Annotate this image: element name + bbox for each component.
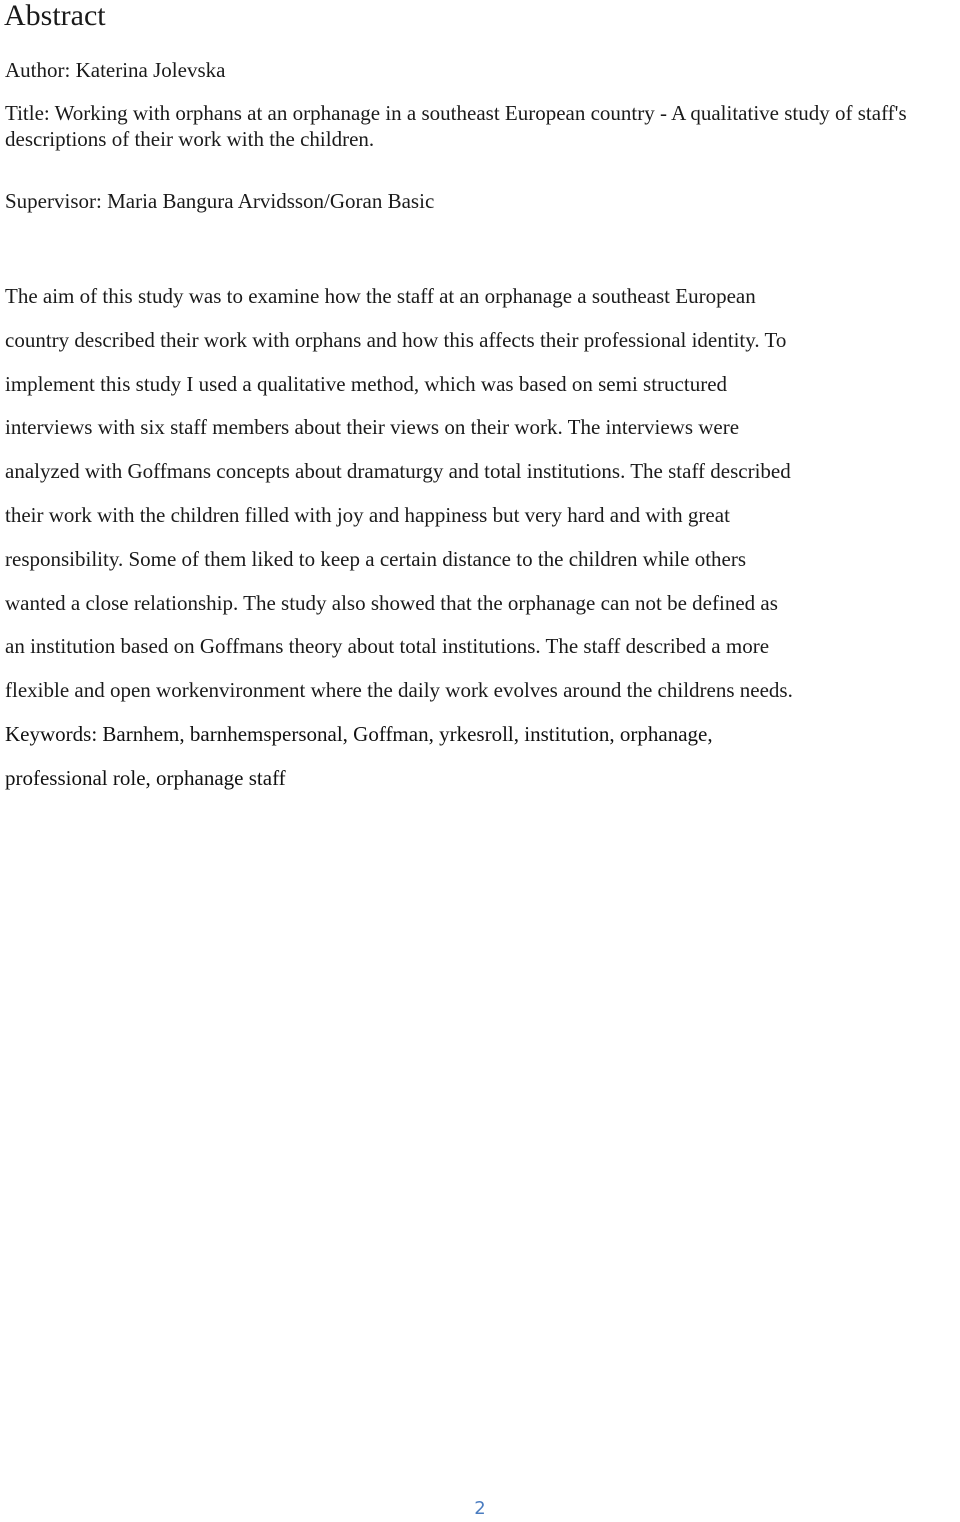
abstract-line: flexible and open workenvironment where the daily work evolves around the childrens needs.	[5, 678, 793, 703]
page-title: Abstract	[4, 0, 106, 32]
abstract-line: implement this study I used a qualitative method, which was based on semi structured	[5, 371, 728, 396]
abstract-line: wanted a close relationship. The study also showed that the orphanage can not be defined as	[5, 590, 778, 615]
author-line: Author: Katerina Jolevska	[5, 58, 226, 82]
keywords-line: Keywords: Barnhem, barnhemspersonal, Goffman, yrkesroll, institution, orphanage,	[5, 721, 713, 746]
thesis-title-line: Title: Working with orphans at an orphanage in a southeast European country - A qualitative study of staff's descriptions of their work with the children.	[5, 101, 907, 151]
abstract-line: The aim of this study was to examine how the staff at an orphanage a southeast European	[5, 284, 756, 308]
abstract-line: an institution based on Goffmans theory about total institutions. The staff described a more	[5, 634, 770, 659]
abstract-line: their work with the children filled with joy and happiness but very hard and with great	[5, 502, 730, 527]
abstract-line: analyzed with Goffmans concepts about dramaturgy and total institutions. The staff described	[5, 459, 791, 484]
page-number: 2	[474, 1498, 486, 1519]
supervisor-line: Supervisor: Maria Bangura Arvidsson/Goran Basic	[5, 189, 435, 213]
abstract-line: interviews with six staff members about their views on their work. The interviews were	[5, 415, 740, 440]
abstract-line: responsibility. Some of them liked to keep a certain distance to the children while others	[5, 546, 747, 571]
abstract-body	[5, 275, 960, 801]
abstract-line: country described their work with orphans and how this affects their professional identity. To	[5, 327, 787, 352]
keywords-line: professional role, orphanage staff	[5, 765, 286, 790]
